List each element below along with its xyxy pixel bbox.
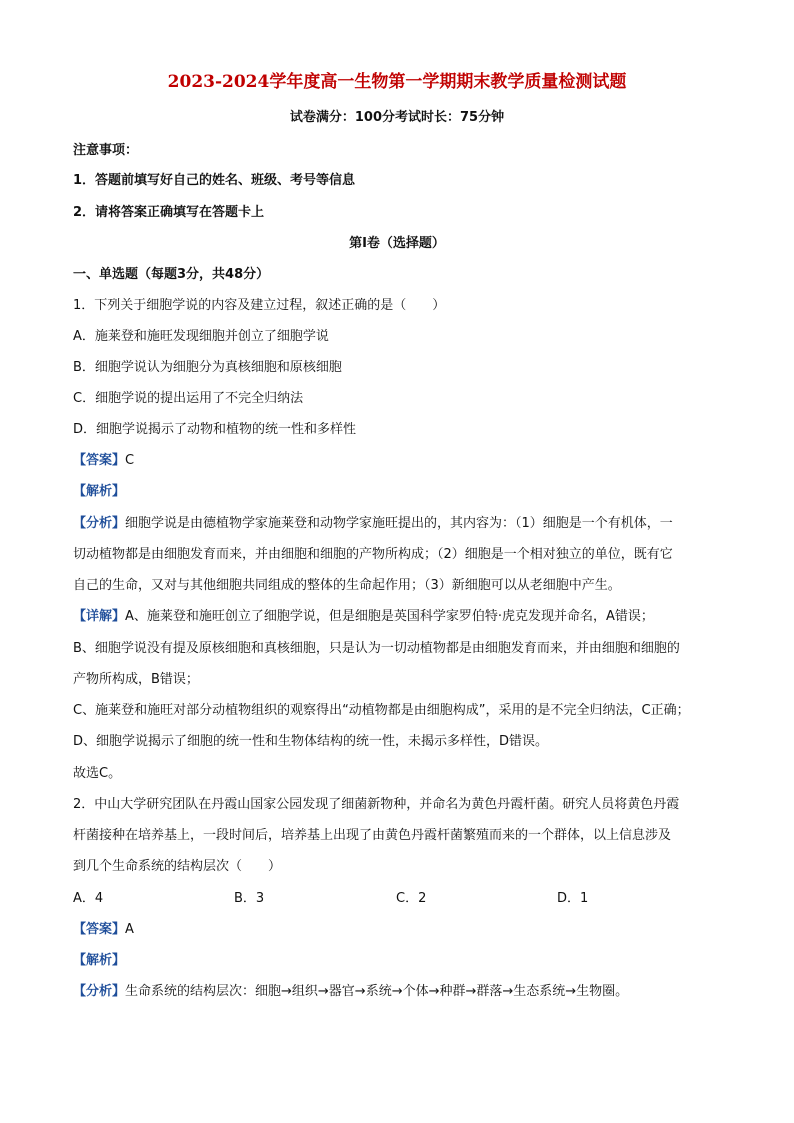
question-2-option-c: C．2: [396, 891, 427, 906]
question-1-answer: [73, 452, 134, 470]
question-2-option-d: D．1: [557, 891, 589, 906]
page-title: 2023-2024学年度高一生物第一学期期末教学质量检测试题: [167, 72, 627, 92]
question-2-option-b: B．3: [234, 891, 265, 906]
question-1-option-b: B．细胞学说认为细胞分为真核细胞和原核细胞: [73, 360, 342, 375]
detail-text: 产物所构成，B错误；: [73, 672, 199, 687]
question-2-option-a: A．4: [73, 891, 104, 906]
part-heading: 一、单选题（每题3分，共48分）: [73, 267, 270, 282]
analysis-text: 生命系统的结构层次：细胞→组织→器官→系统→个体→种群→群落→生态系统→生物圈。: [125, 984, 629, 999]
exam-meta: 试卷满分：100分考试时长：75分钟: [289, 110, 505, 125]
analysis-tag: 【分析】: [73, 516, 126, 531]
section-title: 第I卷（选择题）: [349, 236, 445, 251]
detail-conclusion: 故选C。: [73, 766, 122, 781]
answer-value: A: [125, 922, 134, 937]
detail-text: B、细胞学说没有提及原核细胞和真核细胞，只是认为一切动植物都是由细胞发育而来，并由细胞和细胞的: [73, 641, 680, 656]
question-2-analysis: [73, 983, 628, 1001]
question-2-stem: 杆菌接种在培养基上，一段时间后，培养基上出现了由黄色丹霞杆菌繁殖而来的一个群体，以上信息涉及: [73, 828, 672, 843]
question-1-option-d: D．细胞学说揭示了动物和植物的统一性和多样性: [73, 422, 357, 437]
analysis-text: 细胞学说是由德植物学家施莱登和动物学家施旺提出的，其内容为：（1）细胞是一个有机体，一: [125, 516, 673, 531]
answer-value: C: [125, 453, 135, 468]
question-1-option-a: A．施莱登和施旺发现细胞并创立了细胞学说: [73, 329, 329, 344]
question-1-jiexi: 【解析】: [73, 484, 126, 499]
detail-tag: 【详解】: [73, 609, 126, 624]
question-2-jiexi: 【解析】: [73, 953, 126, 968]
question-2-stem: 2．中山大学研究团队在丹霞山国家公园发现了细菌新物种，并命名为黄色丹霞杆菌。研究人员将黄色丹霞: [73, 797, 680, 812]
question-1-option-c: C．细胞学说的提出运用了不完全归纳法: [73, 391, 304, 406]
question-1-stem: 1．下列关于细胞学说的内容及建立过程，叙述正确的是（ ）: [73, 298, 446, 313]
notes-heading: 注意事项：: [73, 143, 139, 158]
question-1-detail: [73, 608, 654, 626]
question-1-analysis: [73, 515, 673, 533]
analysis-tag: 【分析】: [73, 984, 126, 999]
note-item: 1．答题前填写好自己的姓名、班级、考号等信息: [73, 173, 356, 188]
question-2-stem: 到几个生命系统的结构层次（ ）: [73, 859, 282, 874]
detail-text: A、施莱登和施旺创立了细胞学说，但是细胞是英国科学家罗伯特·虎克发现并命名，A错误；: [125, 609, 654, 624]
detail-text: D、细胞学说揭示了细胞的统一性和生物体结构的统一性，未揭示多样性，D错误。: [73, 734, 549, 749]
analysis-text: 切动植物都是由细胞发育而来，并由细胞和细胞的产物所构成；（2）细胞是一个相对独立的单位，既有它: [73, 547, 673, 562]
answer-tag: 【答案】: [73, 453, 126, 468]
detail-text: C、施莱登和施旺对部分动植物组织的观察得出“动植物都是由细胞构成”，采用的是不完全归纳法，C正确；: [73, 703, 690, 718]
analysis-text: 自己的生命，又对与其他细胞共同组成的整体的生命起作用；（3）新细胞可以从老细胞中产生。: [73, 578, 621, 593]
note-item: 2．请将答案正确填写在答题卡上: [73, 205, 265, 220]
question-2-answer: [73, 921, 134, 939]
answer-tag: 【答案】: [73, 922, 126, 937]
